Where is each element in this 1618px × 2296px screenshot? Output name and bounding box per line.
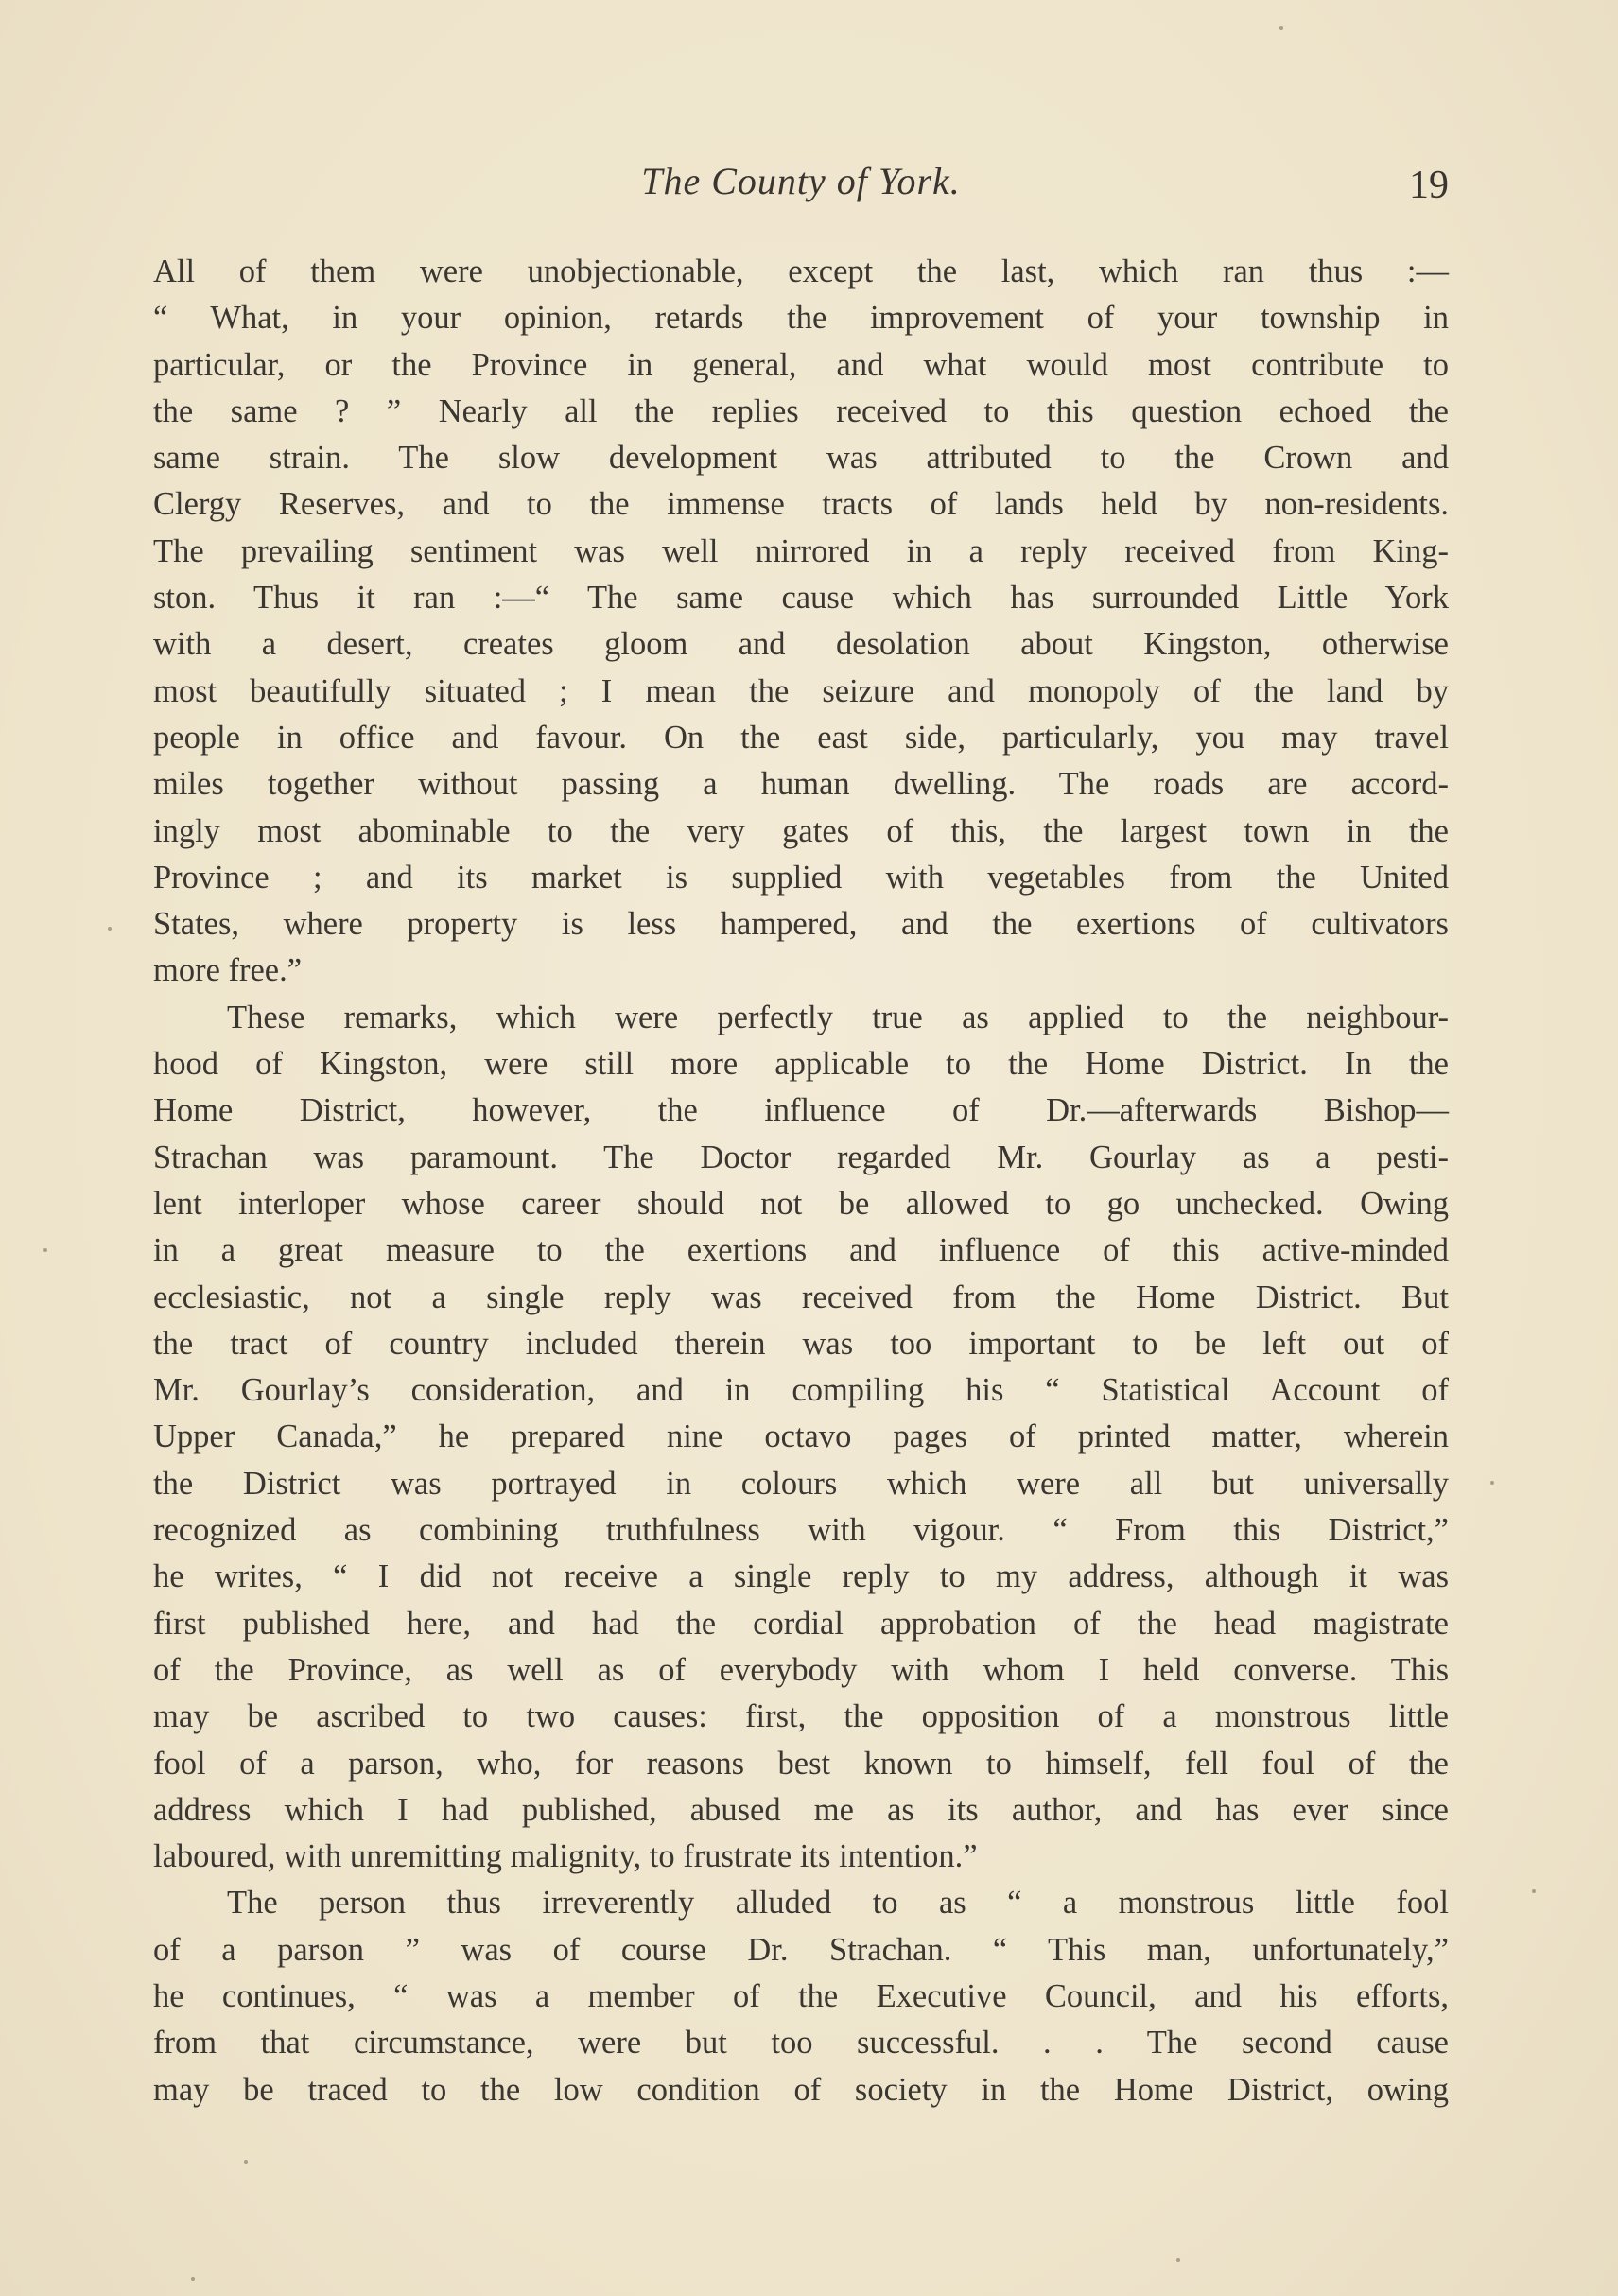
- text-line: he continues, “ was a member of the Executive Council, and his efforts,: [153, 1977, 1449, 2014]
- text-line: lent interloper whose career should not be allowed to go unchecked. Owing: [153, 1185, 1449, 1222]
- paragraph-1: [153, 249, 1449, 995]
- text-line: particular, or the Province in general, and what would most contribute to: [153, 346, 1449, 383]
- paper-speck: [1279, 26, 1283, 30]
- text-line: Upper Canada,” he prepared nine octavo pages of printed matter, wherein: [153, 1418, 1449, 1455]
- text-line: ecclesiastic, not a single reply was received from the Home District. But: [153, 1278, 1449, 1315]
- text-line: ston. Thus it ran :—“ The same cause which has surrounded Little York: [153, 580, 1449, 617]
- text-line: the same ? ” Nearly all the replies received to this question echoed the: [153, 392, 1449, 429]
- text-line: fool of a parson, who, for reasons best known to himself, fell foul of the: [153, 1745, 1449, 1782]
- paper-speck: [244, 2160, 248, 2164]
- paper-speck: [108, 927, 112, 931]
- running-title: The County of York.: [641, 160, 961, 202]
- text-line: of a parson ” was of course Dr. Strachan. “ This man, unfortunately,”: [153, 1931, 1449, 1968]
- paper-speck: [191, 2277, 195, 2281]
- text-line: miles together without passing a human dwelling. The roads are accord-: [153, 766, 1449, 803]
- text-line: “ What, in your opinion, retards the improvement of your township in: [153, 300, 1449, 337]
- text-line: Strachan was paramount. The Doctor regarded Mr. Gourlay as a pesti-: [153, 1139, 1449, 1175]
- text-line: All of them were unobjectionable, except the last, which ran thus :—: [153, 253, 1449, 289]
- text-line: may be traced to the low condition of society in the Home District, owing: [153, 2071, 1449, 2108]
- paper-speck: [1176, 2258, 1180, 2262]
- text-line: same strain. The slow development was attributed to the Crown and: [153, 440, 1449, 477]
- text-line: laboured, with unremitting malignity, to frustrate its intention.”: [153, 1838, 978, 1875]
- text-line: he writes, “ I did not receive a single reply to my address, although it was: [153, 1558, 1449, 1595]
- text-line: the tract of country included therein was too important to be left out of: [153, 1325, 1449, 1362]
- text-line: the District was portrayed in colours which were all but universally: [153, 1465, 1449, 1502]
- body-text: [153, 249, 1449, 2113]
- text-line: Clergy Reserves, and to the immense tracts of lands held by non-residents.: [153, 486, 1449, 523]
- text-line: from that circumstance, were but too successful. . . The second cause: [153, 2025, 1449, 2061]
- paper-speck: [43, 1248, 47, 1252]
- page-number: 19: [1409, 164, 1449, 207]
- text-line: of the Province, as well as of everybody with whom I held converse. This: [153, 1651, 1449, 1688]
- text-line: The prevailing sentiment was well mirrored in a reply received from King-: [153, 532, 1449, 569]
- text-line: Home District, however, the influence of Dr.—afterwards Bishop—: [153, 1092, 1449, 1129]
- text-line: Mr. Gourlay’s consideration, and in compiling his “ Statistical Account of: [153, 1372, 1449, 1409]
- paragraph-3: [153, 1880, 1449, 2113]
- text-line: may be ascribed to two causes: first, the opposition of a monstrous little: [153, 1698, 1449, 1735]
- paper-speck: [1532, 1889, 1536, 1893]
- text-line: address which I had published, abused me as its author, and has ever since: [153, 1791, 1449, 1828]
- text-line: These remarks, which were perfectly true as applied to the neighbour-: [227, 999, 1449, 1035]
- text-line: with a desert, creates gloom and desolation about Kingston, otherwise: [153, 626, 1449, 663]
- text-line: more free.”: [153, 952, 303, 989]
- text-line: ingly most abominable to the very gates of this, the largest town in the: [153, 812, 1449, 849]
- text-line: Province ; and its market is supplied with vegetables from the United: [153, 859, 1449, 896]
- text-line: The person thus irreverently alluded to as “ a monstrous little fool: [227, 1885, 1449, 1922]
- text-line: first published here, and had the cordial approbation of the head magistrate: [153, 1605, 1449, 1642]
- text-line: people in office and favour. On the east side, particularly, you may travel: [153, 719, 1449, 756]
- text-line: in a great measure to the exertions and influence of this active-minded: [153, 1232, 1449, 1269]
- text-line: States, where property is less hampered, and the exertions of cultivators: [153, 906, 1449, 943]
- text-line: most beautifully situated ; I mean the seizure and monopoly of the land by: [153, 672, 1449, 709]
- paragraph-2: [153, 995, 1449, 1881]
- running-head: [153, 159, 1449, 212]
- text-line: recognized as combining truthfulness with vigour. “ From this District,”: [153, 1512, 1449, 1549]
- paper-speck: [1490, 1481, 1494, 1485]
- text-line: hood of Kingston, were still more applicable to the Home District. In the: [153, 1046, 1449, 1083]
